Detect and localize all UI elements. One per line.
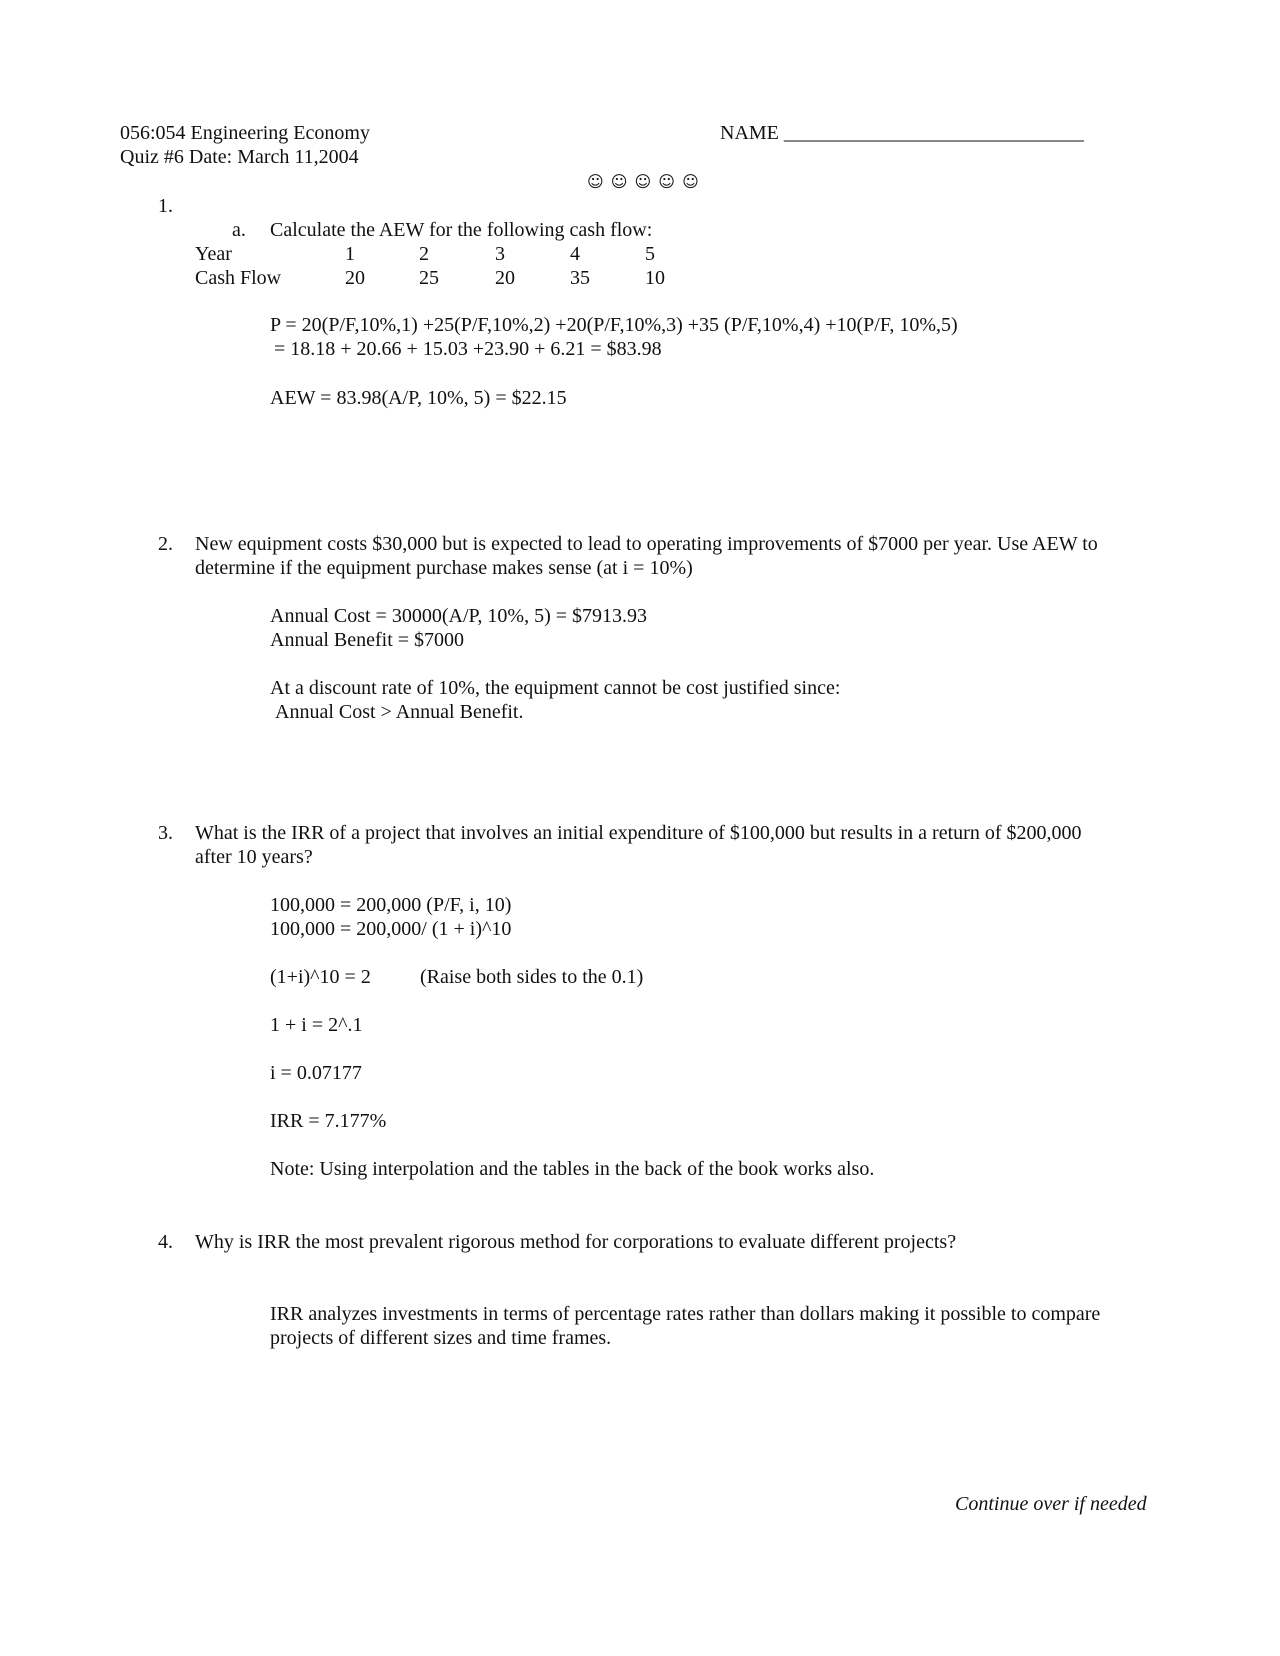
- q2-answer-line: Annual Cost > Annual Benefit.: [275, 701, 524, 723]
- q1-part-label: a.: [232, 219, 246, 241]
- q1-number: 1.: [158, 195, 173, 217]
- q2-answer-line: At a discount rate of 10%, the equipment cannot be cost justified since:: [270, 677, 841, 699]
- table-cell: 10: [645, 267, 665, 289]
- q2-number: 2.: [158, 533, 173, 555]
- smiley-row: ☺ ☺ ☺ ☺ ☺: [587, 172, 700, 191]
- q3-answer-line: 1 + i = 2^.1: [270, 1014, 363, 1036]
- q3-note: Note: Using interpolation and the tables in the back of the book works also.: [270, 1158, 875, 1180]
- q3-irr-result: IRR = 7.177%: [270, 1110, 387, 1132]
- q2-text: New equipment costs $30,000 but is expected to lead to operating improvements of $7000 per year. Use AEW to: [195, 533, 1098, 555]
- q4-answer-line: projects of different sizes and time frames.: [270, 1327, 612, 1349]
- continue-note: Continue over if needed: [955, 1493, 1147, 1515]
- table-row-label: Cash Flow: [195, 267, 282, 289]
- table-cell: 2: [419, 243, 429, 265]
- q3-number: 3.: [158, 822, 173, 844]
- q1-aew-result: AEW = 83.98(A/P, 10%, 5) = $22.15: [270, 387, 567, 409]
- q3-answer-line: 100,000 = 200,000 (P/F, i, 10): [270, 894, 512, 916]
- q4-text: Why is IRR the most prevalent rigorous method for corporations to evaluate different projects?: [195, 1231, 957, 1253]
- q3-text: What is the IRR of a project that involves an initial expenditure of $100,000 but results in a return of $200,000: [195, 822, 1082, 844]
- q1-part-text: Calculate the AEW for the following cash flow:: [270, 219, 653, 241]
- q2-answer-line: Annual Cost = 30000(A/P, 10%, 5) = $7913.93: [270, 605, 648, 627]
- course-title: 056:054 Engineering Economy: [120, 122, 370, 144]
- q4-answer-line: IRR analyzes investments in terms of percentage rates rather than dollars making it possible to compare: [270, 1303, 1101, 1325]
- table-cell: 20: [345, 267, 365, 289]
- table-cell: 25: [419, 267, 439, 289]
- q2-text: determine if the equipment purchase makes sense (at i = 10%): [195, 557, 693, 579]
- q1-answer-line: P = 20(P/F,10%,1) +25(P/F,10%,2) +20(P/F,10%,3) +35 (P/F,10%,4) +10(P/F, 10%,5): [270, 314, 958, 336]
- table-cell: 5: [645, 243, 655, 265]
- quiz-date: Quiz #6 Date: March 11,2004: [120, 146, 359, 168]
- q3-answer-note: (Raise both sides to the 0.1): [420, 966, 644, 988]
- name-field: NAME ______________________________: [720, 122, 1084, 144]
- q3-answer-line: i = 0.07177: [270, 1062, 362, 1084]
- table-cell: 4: [570, 243, 580, 265]
- table-cell: 35: [570, 267, 590, 289]
- q3-text: after 10 years?: [195, 846, 313, 868]
- table-cell: 1: [345, 243, 355, 265]
- table-row-label: Year: [195, 243, 232, 265]
- q4-number: 4.: [158, 1231, 173, 1253]
- table-cell: 20: [495, 267, 515, 289]
- q1-answer-line: = 18.18 + 20.66 + 15.03 +23.90 + 6.21 = $83.98: [274, 338, 662, 360]
- table-cell: 3: [495, 243, 505, 265]
- q3-answer-line: (1+i)^10 = 2: [270, 966, 371, 988]
- q3-answer-line: 100,000 = 200,000/ (1 + i)^10: [270, 918, 512, 940]
- q2-answer-line: Annual Benefit = $7000: [270, 629, 465, 651]
